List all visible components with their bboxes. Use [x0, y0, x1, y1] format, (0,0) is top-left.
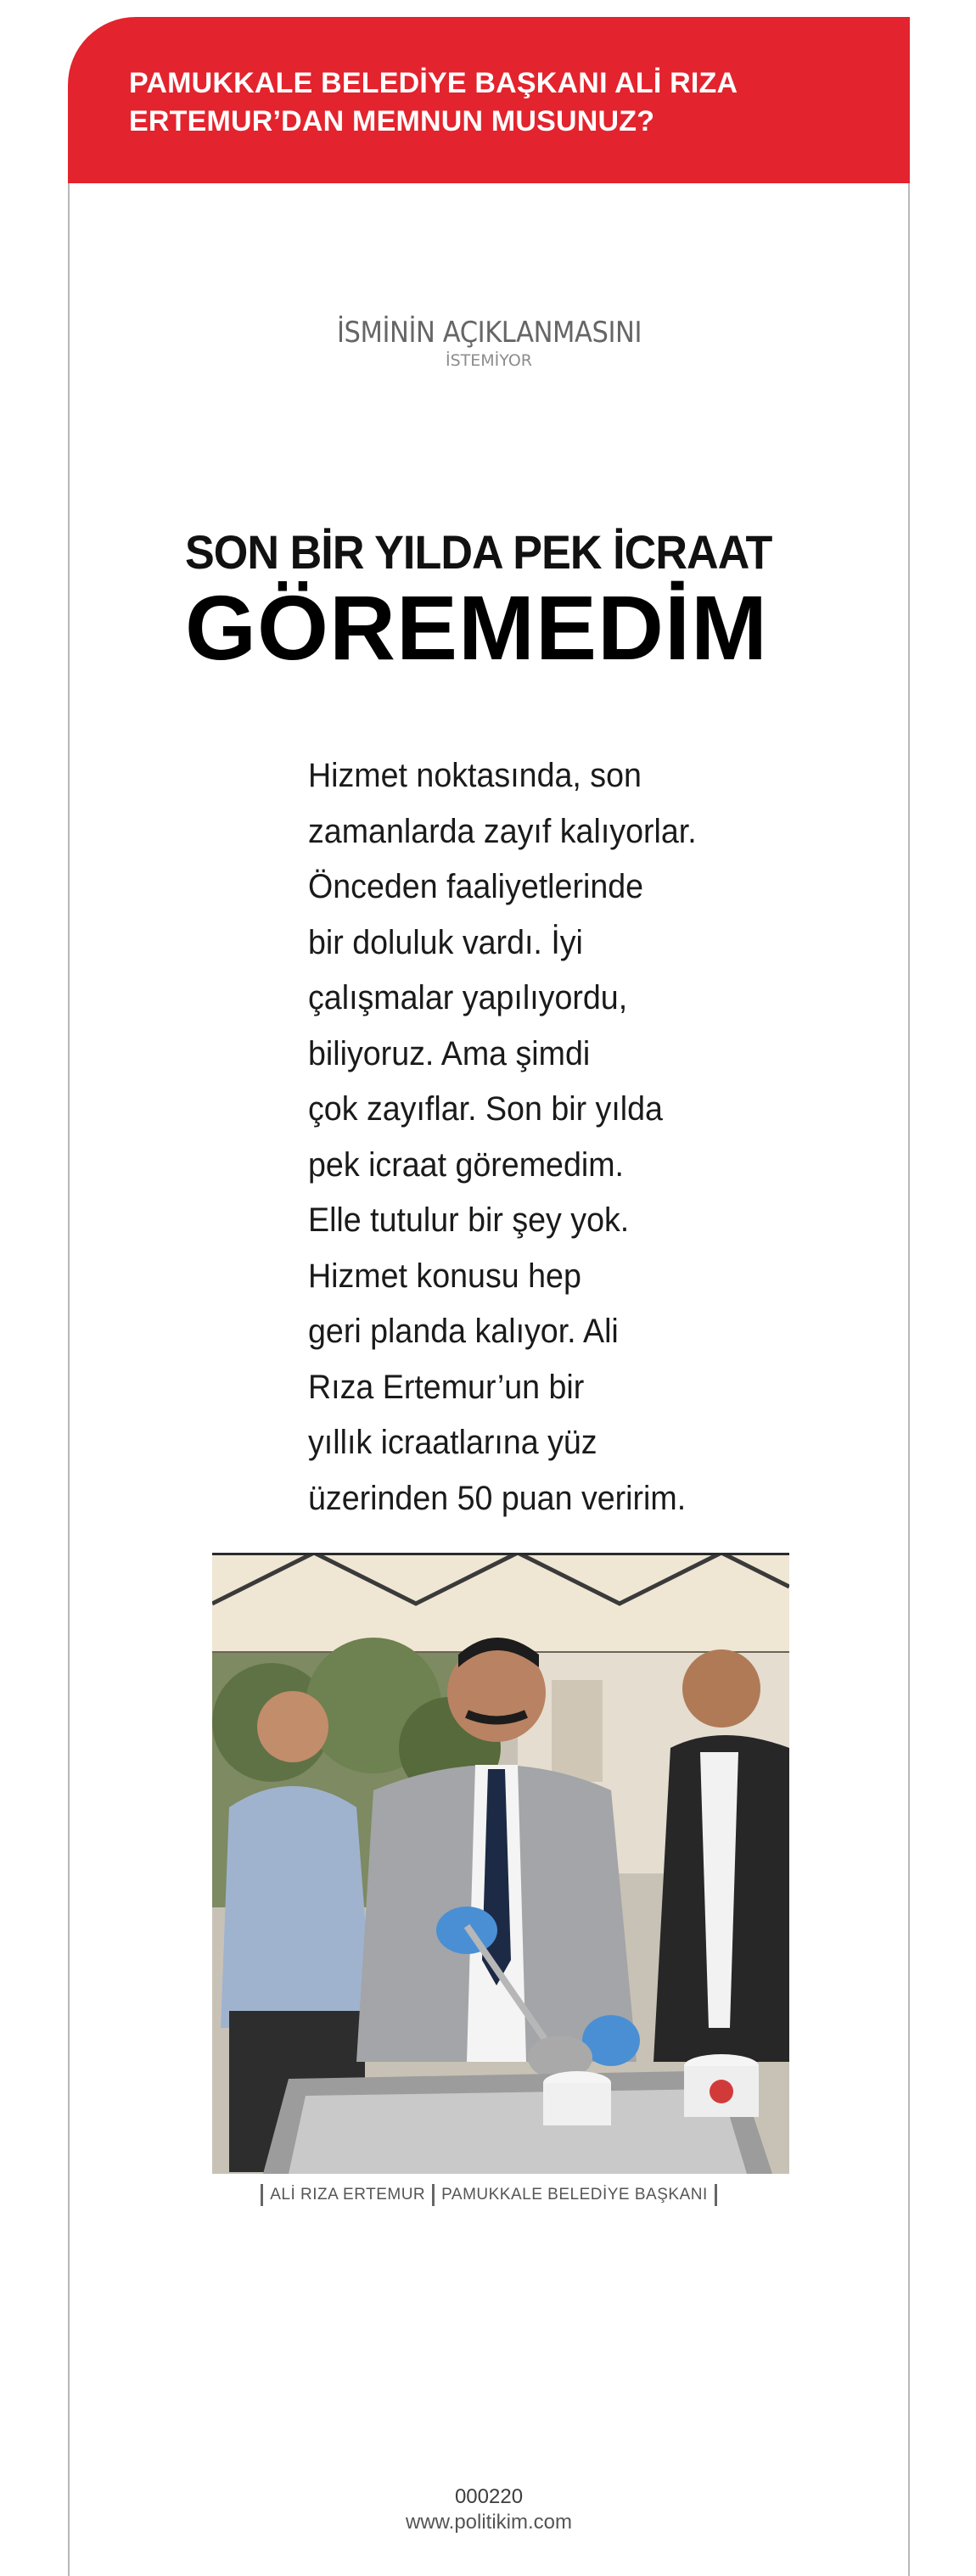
respondent-name: İSMİNİN AÇIKLANMASINI — [336, 316, 642, 350]
question-banner — [68, 17, 910, 183]
headline-big: GÖREMEDİM — [185, 576, 769, 679]
headline-small: SON BİR YILDA PEK İCRAAT — [185, 525, 772, 579]
footer-code: 000220 — [454, 2485, 524, 2508]
quote-line: geri planda kalıyor. Ali — [308, 1313, 619, 1350]
quote-line: Elle tutulur bir şey yok. — [308, 1201, 630, 1239]
question-line-1: PAMUKKALE BELEDİYE BAŞKANI ALİ RIZA — [129, 67, 738, 99]
respondent-job: İSTEMİYOR — [446, 351, 532, 370]
photo-caption — [68, 2184, 910, 2206]
quote-line: çok zayıflar. Son bir yılda — [308, 1090, 663, 1128]
caption-divider — [715, 2184, 717, 2206]
quote-line: pek icraat göremedim. — [308, 1145, 624, 1184]
footer-url: www.politikim.com — [405, 2511, 573, 2534]
quote-line: Hizmet noktasında, son — [308, 757, 642, 794]
quote-line: Hizmet konusu hep — [308, 1257, 581, 1295]
headline — [185, 524, 830, 679]
quote-line: üzerinden 50 puan veririm. — [308, 1479, 687, 1517]
caption-divider — [261, 2184, 263, 2206]
quote-body — [308, 748, 783, 1526]
quote-line: yıllık icraatlarına yüz — [308, 1424, 597, 1461]
question-line-2: ERTEMUR’DAN MEMNUN MUSUNUZ? — [129, 105, 655, 137]
mayor-photo — [212, 1553, 789, 2174]
caption-name: ALİ RIZA ERTEMUR — [270, 2186, 426, 2204]
question-title — [129, 64, 876, 141]
caption-divider — [432, 2184, 435, 2206]
quote-line: çalışmalar yapılıyordu, — [308, 979, 628, 1016]
quote-line: Önceden faaliyetlerinde — [308, 868, 644, 905]
respondent-block — [68, 316, 910, 370]
survey-card — [68, 17, 910, 2576]
quote-line: bir doluluk vardı. İyi — [308, 923, 583, 961]
quote-line: biliyoruz. Ama şimdi — [308, 1034, 591, 1072]
caption-title: PAMUKKALE BELEDİYE BAŞKANI — [441, 2186, 708, 2204]
footer — [68, 2484, 910, 2535]
quote-line: zamanlarda zayıf kalıyorlar. — [308, 812, 697, 850]
quote-line: Rıza Ertemur’un bir — [308, 1368, 585, 1406]
